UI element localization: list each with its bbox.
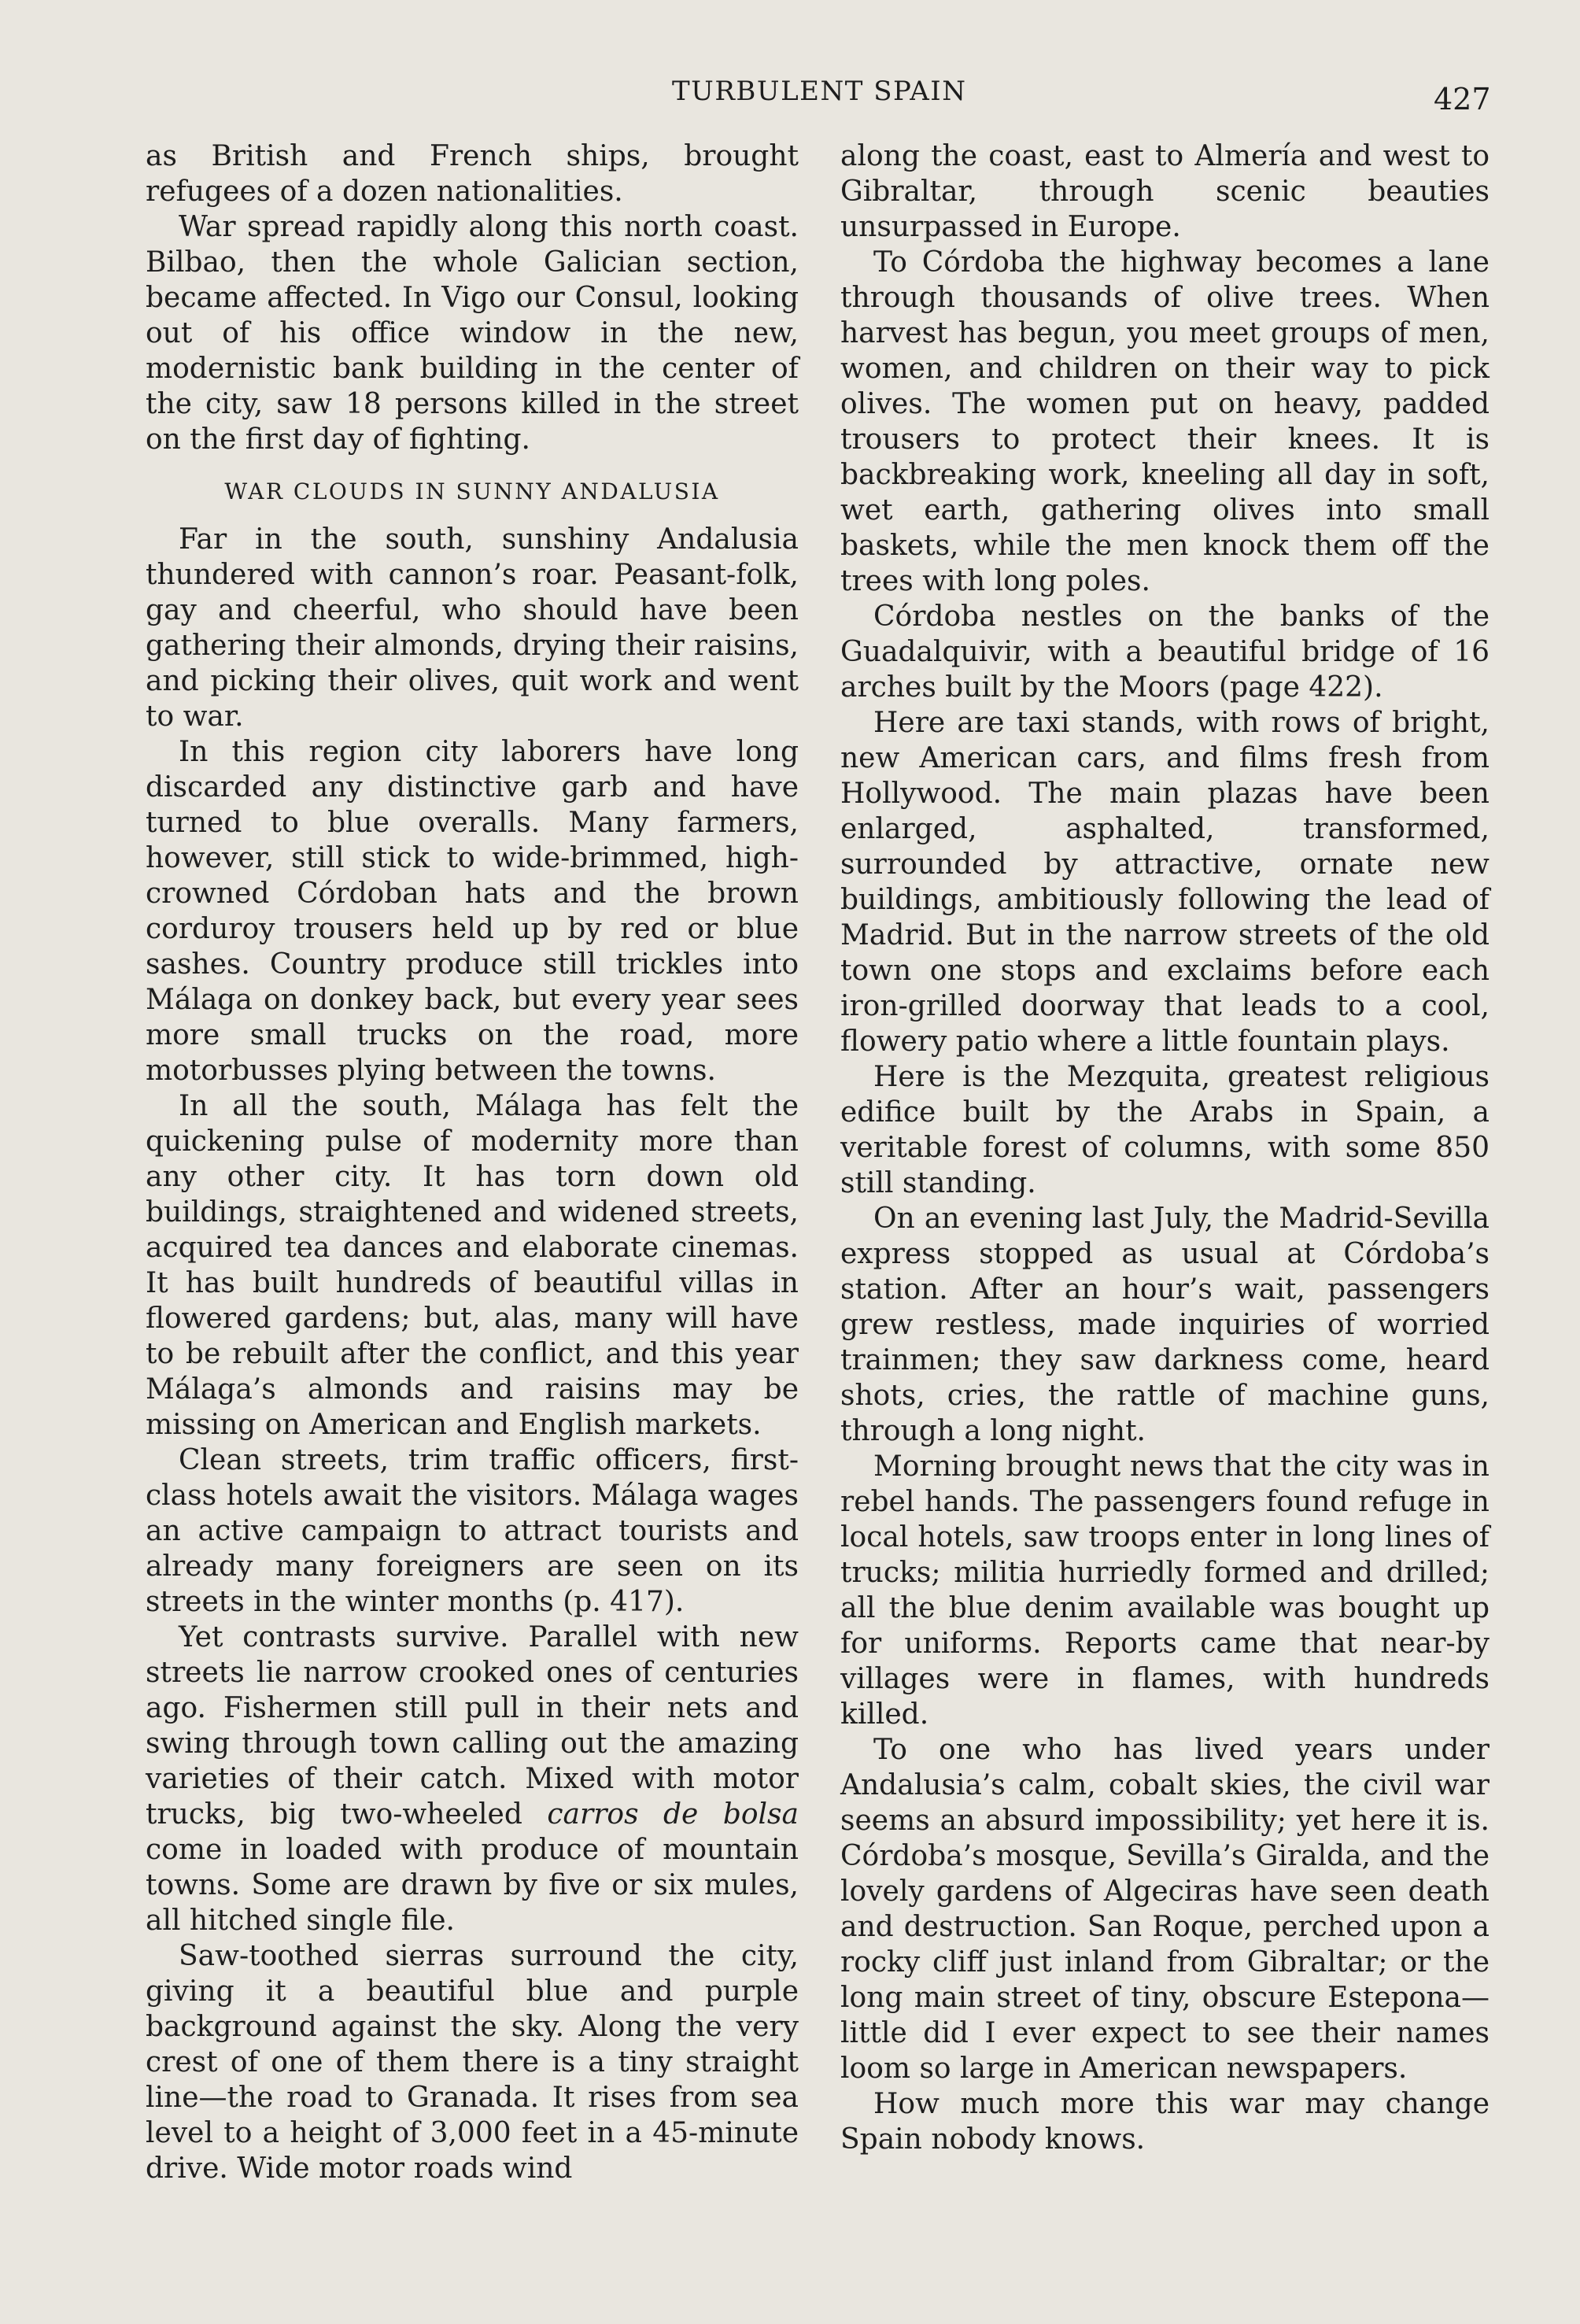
paragraph: To one who has lived years under Andalusia’s calm, cobalt skies, the civil war seems an absurd impossibility; yet here it is. Córdoba’s mosque, Sevilla’s Giralda, and the lovely gardens of Algeciras have seen death and destruction. San Roque, perched upon a rocky cliff just inland from Gibraltar; or the long main street of tiny, obscure Estepona—little did I ever expect to see their names loom so large in American newspapers.: [840, 1734, 1490, 2085]
running-title: TURBULENT SPAIN: [672, 76, 967, 107]
paragraph: as British and French ships, brought refugees of a dozen nationalities.: [146, 140, 799, 208]
right-column: [840, 139, 1490, 2157]
paragraph: How much more this war may change Spain nobody knows.: [840, 2088, 1490, 2156]
paragraph: Here are taxi stands, with rows of bright, new American cars, and films fresh from Hollywood. The main plazas have been enlarged, asphalted, transformed, surrounded by attractive, ornate new buildings, ambitiously following the lead of Madrid. But in the narrow streets of the old town one stops and exclaims before each iron-grilled doorway that leads to a cool, flowery patio where a little fountain plays.: [840, 707, 1490, 1058]
paragraph: Saw-toothed sierras surround the city, giving it a beautiful blue and purple background against the sky. Along the very crest of one of them there is a tiny straight line—the road to Granada. It rises from sea level to a height of 3,000 feet in a 45-minute drive. Wide motor roads wind: [146, 1940, 799, 2185]
paragraph: In this region city laborers have long discarded any distinctive garb and have turned to blue overalls. Many farmers, however, still stick to wide-brimmed, high-crowned Córdoban hats and the brown corduroy trousers held up by red or blue sashes. Country produce still trickles into Málaga on donkey back, but every year sees more small trucks on the road, more motorbusses plying between the towns.: [146, 736, 799, 1087]
paragraph-text: Yet contrasts survive. Parallel with new streets lie narrow crooked ones of centuries ago. Fishermen still pull in their nets and swing through town calling out the amazing varieties of their catch. Mixed with motor trucks, big two-wheeled: [146, 1621, 799, 1831]
paragraph: along the coast, east to Almería and west to Gibraltar, through scenic beauties unsurpassed in Europe.: [840, 140, 1490, 243]
paragraph: Morning brought news that the city was in rebel hands. The passengers found refuge in local hotels, saw troops enter in long lines of trucks; militia hurriedly formed and drilled; all the blue denim available was bought up for uniforms. Reports came that near-by villages were in flames, with hundreds killed.: [840, 1450, 1490, 1731]
paragraph-text: come in loaded with produce of mountain towns. Some are drawn by five or six mules, all hitched single file.: [146, 1834, 799, 1937]
paragraph: Far in the south, sunshiny Andalusia thundered with cannon’s roar. Peasant-folk, gay and cheerful, who should have been gathering their almonds, drying their raisins, and picking their olives, quit work and went to war.: [146, 523, 799, 733]
running-header: [0, 76, 1580, 115]
paragraph: In all the south, Málaga has felt the quickening pulse of modernity more than any other city. It has torn down old buildings, straightened and widened streets, acquired tea dances and elaborate cinemas. It has built hundreds of beautiful villas in flowered gardens; but, alas, many will have to be rebuilt after the conflict, and this year Málaga’s almonds and raisins may be missing on American and English markets.: [146, 1090, 799, 1441]
section-subheading: WAR CLOUDS IN SUNNY ANDALUSIA: [224, 478, 720, 504]
left-column: [146, 139, 799, 2186]
paragraph: Córdoba nestles on the banks of the Guadalquivir, with a beautiful bridge of 16 arches built by the Moors (page 422).: [840, 600, 1490, 704]
page-number: 427: [1434, 82, 1491, 116]
paragraph: [146, 1620, 799, 1938]
paragraph: Clean streets, trim traffic officers, first-class hotels await the visitors. Málaga wages an active campaign to attract tourists and already many foreigners are seen on its streets in the winter months (p. 417).: [146, 1444, 799, 1618]
paragraph: To Córdoba the highway becomes a lane through thousands of olive trees. When harvest has begun, you meet groups of men, women, and children on their way to pick olives. The women put on heavy, padded trousers to protect their knees. It is backbreaking work, kneeling all day in soft, wet earth, gathering olives into small baskets, while the men knock them off the trees with long poles.: [840, 246, 1490, 597]
paragraph: War spread rapidly along this north coast. Bilbao, then the whole Galician section, became affected. In Vigo our Consul, looking out of his office window in the new, modernistic bank building in the center of the city, saw 18 persons killed in the street on the first day of fighting.: [146, 211, 799, 456]
italic-term: carros de bolsa: [547, 1798, 799, 1831]
paragraph: Here is the Mezquita, greatest religious edifice built by the Arabs in Spain, a veritable forest of columns, with some 850 still standing.: [840, 1061, 1490, 1199]
paragraph: On an evening last July, the Madrid-Sevilla express stopped as usual at Córdoba’s station. After an hour’s wait, passengers grew restless, made inquiries of worried trainmen; they saw darkness come, heard shots, cries, the rattle of machine guns, through a long night.: [840, 1203, 1490, 1447]
